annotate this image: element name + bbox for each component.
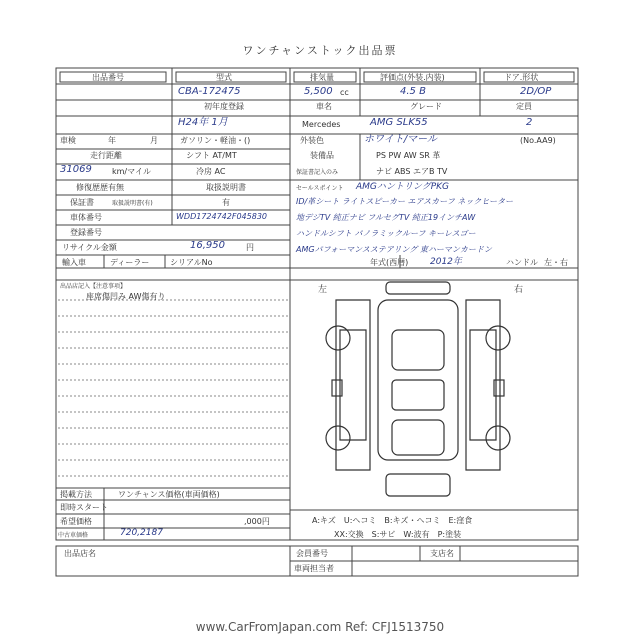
year-label: 年式(西暦) xyxy=(370,258,409,267)
color-label: 外装色 xyxy=(300,136,324,145)
dealer-label: ディーラー xyxy=(110,258,150,267)
notes-label: 出品店記入【注意事項】 xyxy=(60,283,127,290)
sales-line4: ハンドルシフト パノラミックルーフ キーレスゴー xyxy=(296,229,476,238)
mileage-label: 走行距離 xyxy=(90,151,122,160)
notes-line1: 座席傷凹み AW傷有り xyxy=(86,292,166,301)
left-mark: 左 xyxy=(318,285,328,295)
recycle-unit: 円 xyxy=(246,243,254,252)
fuel-value: ガソリン・軽油・() xyxy=(180,136,251,145)
chassis-value: WDD1724742F045830 xyxy=(176,212,267,221)
chassis-label: 車体番号 xyxy=(70,213,102,222)
maker-label: 車名 xyxy=(316,102,332,111)
mileage-unit: km/マイル xyxy=(112,167,151,176)
shaken-month: 月 xyxy=(150,136,158,145)
sales-line2: ID/革シート ライトスピーカー エアスカーフ ネックヒーター xyxy=(296,197,514,206)
sales-line1: AMGハントリングPKG xyxy=(356,182,450,192)
hope-label: 希望価格 xyxy=(60,517,92,526)
equip-line2: ナビ ABS エアB TV xyxy=(376,167,448,176)
legend-line1: A:キズ U:ヘコミ B:キズ・ヘコミ E:窪食 xyxy=(312,516,473,525)
handle-label: ハンドル xyxy=(506,258,538,267)
equip-label: 装備品 xyxy=(310,151,334,160)
start-label: 即時スタート xyxy=(60,503,108,512)
right-mark: 右 xyxy=(514,285,524,295)
lot-label: 出品番号 xyxy=(92,73,124,82)
calc-label: 中古車価格 xyxy=(58,532,89,539)
member-label: 会員番号 xyxy=(296,549,328,558)
model-value: CBA-172475 xyxy=(178,86,241,97)
shaken-year: 年 xyxy=(108,136,116,145)
regno-label: 登録番号 xyxy=(70,228,102,237)
model-label: 型式 xyxy=(216,73,232,82)
import-label: 輸入車 xyxy=(62,258,86,267)
price-label: 掲載方法 xyxy=(60,490,92,499)
cc-value: 5,500 xyxy=(304,86,333,97)
sales-line3: 地デジTV 純正ナビ フルセグTV 純正19インチAW xyxy=(296,213,476,222)
handle-value: 左・右 xyxy=(544,258,568,267)
door-value: 2D/OP xyxy=(520,86,552,97)
seats-value: 2 xyxy=(526,117,533,128)
recycle-value: 16,950 xyxy=(190,240,225,251)
reg-label: 初年度登録 xyxy=(204,102,244,111)
reg-value: H24年 1月 xyxy=(178,117,228,128)
cc-label: 排気量 xyxy=(310,73,334,82)
car-diagram xyxy=(326,282,510,496)
history-label: 修復歴歴有無 xyxy=(76,183,124,192)
grade-value: 4.5 B xyxy=(400,86,426,97)
manual-note: 有 xyxy=(222,198,230,207)
door-label: ドア.形状 xyxy=(504,73,539,82)
aircon-value: 冷房 AC xyxy=(196,167,226,176)
price-value-label: ワンチャンス価格(車両価格) xyxy=(118,490,220,499)
serial-label: シリアルNo xyxy=(170,258,213,267)
sheet-title: ワンチャンストック出品票 xyxy=(242,44,398,57)
seats-label: 定員 xyxy=(516,102,532,111)
manual-label: 取扱説明書 xyxy=(206,183,246,192)
maker-value: Mercedes xyxy=(302,120,341,129)
warranty-note: 取扱説明書(有) xyxy=(112,200,153,207)
shop-label: 出品店名 xyxy=(64,549,96,558)
hope-unit: ,000円 xyxy=(244,517,270,526)
warranty-label: 保証書 xyxy=(70,198,94,207)
sales-line5: AMGパフォーマンスステアリング 東ハーマンカードン xyxy=(296,245,492,254)
cc-unit: cc xyxy=(340,88,349,97)
person-label: 車両担当者 xyxy=(294,564,334,573)
legend-line2: XX:交換 S:サビ W:波有 P:塗装 xyxy=(334,530,462,539)
branch-label: 支店名 xyxy=(430,549,454,558)
sales-label: セールスポイント xyxy=(296,185,344,192)
grade2-value: AMG SLK55 xyxy=(370,117,428,128)
color-no: (No.AA9) xyxy=(520,136,556,145)
grade-label: 評価点(外装.内装) xyxy=(380,73,445,82)
recycle-label: リサイクル金額 xyxy=(62,243,117,252)
correct-label: 保証書記入のみ xyxy=(296,169,339,176)
footer-watermark: www.CarFromJapan.com Ref: CFJ1513750 xyxy=(195,620,445,634)
year-value: 2012年 xyxy=(430,257,462,267)
calc-value: 720,2187 xyxy=(120,528,163,538)
color-value: ホワイト/マール xyxy=(364,134,437,145)
shift-value: シフト AT/MT xyxy=(186,151,237,160)
equip-line1: PS PW AW SR 革 xyxy=(376,151,441,160)
shaken-label: 車検 xyxy=(60,136,76,145)
grade2-label: グレード xyxy=(410,102,442,111)
mileage-value: 31069 xyxy=(60,164,92,175)
